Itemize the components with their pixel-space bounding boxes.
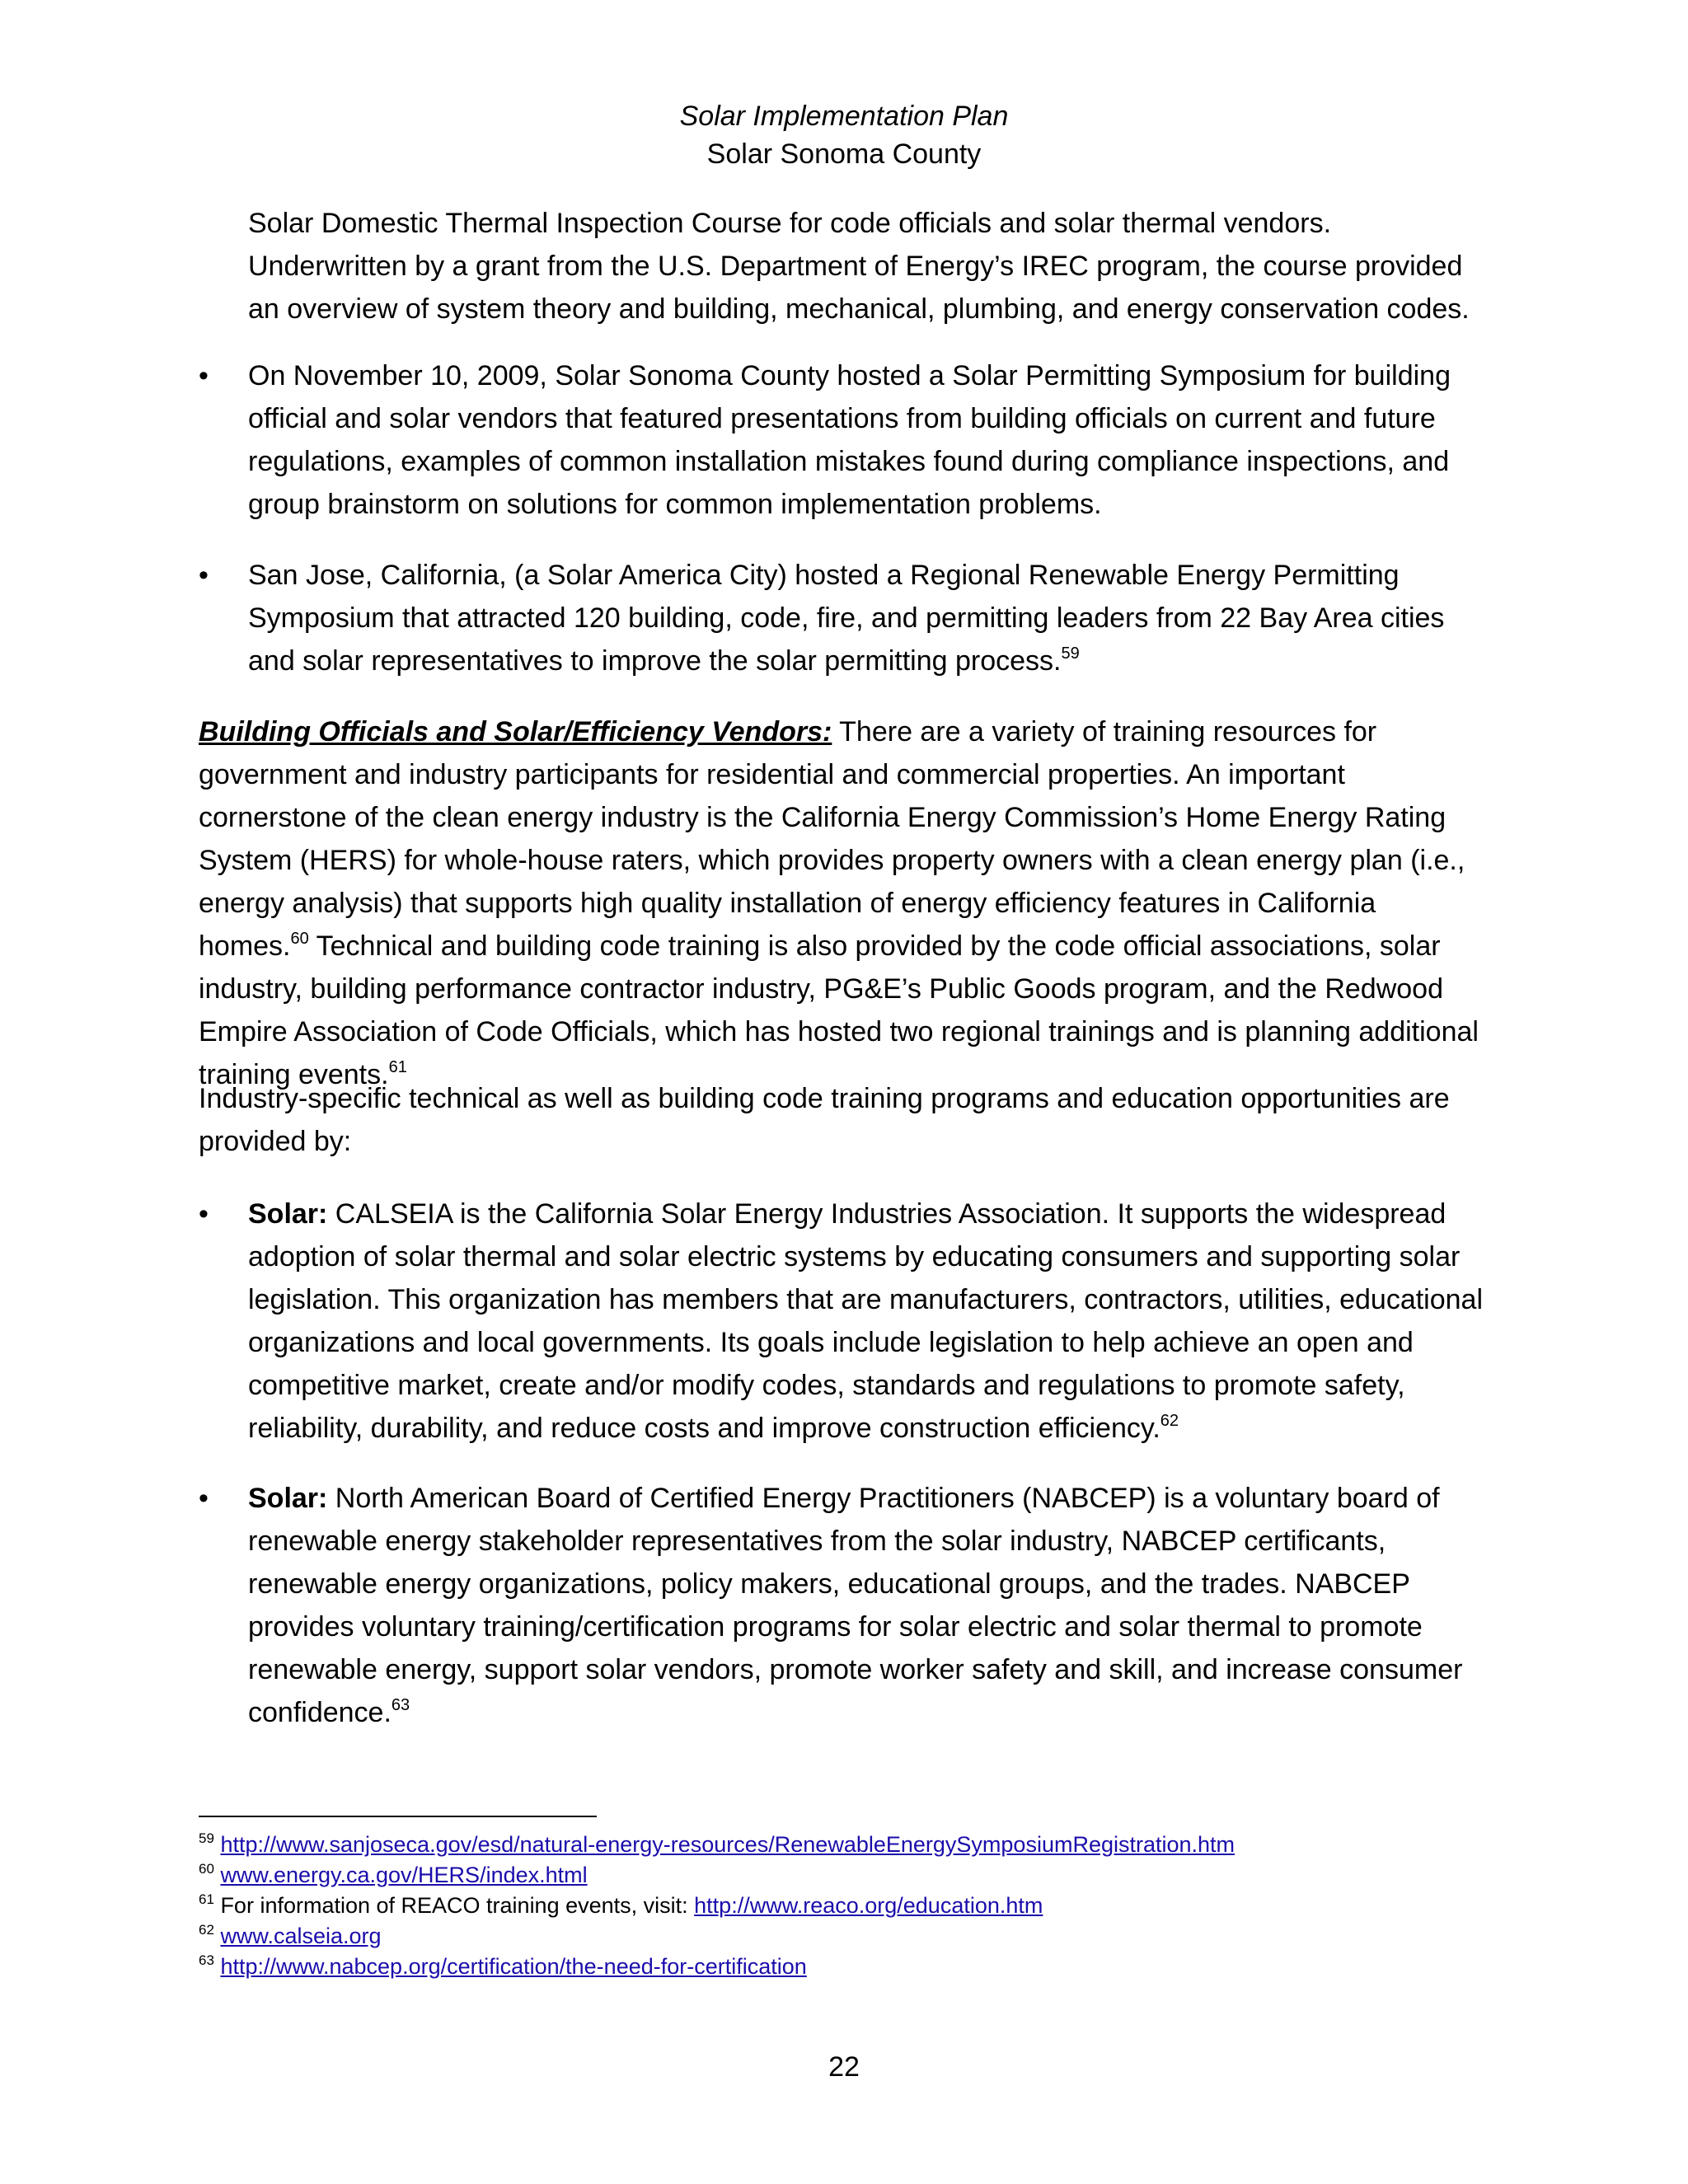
bullet-label: Solar:	[248, 1198, 328, 1230]
footnote-number: 59	[199, 1830, 214, 1846]
footnote-number: 60	[199, 1861, 214, 1877]
footnote-60	[199, 1860, 1493, 1891]
footnotes	[199, 1830, 1493, 1982]
paragraph-text-b: Technical and building code training is also provided by the code official associations, solar industry, building performance contractor industry, PG&E’s Public Goods program, and the Redwood Empire Association of Code Officials, which has hosted two regional trainings and is planning additional training events.	[199, 930, 1479, 1090]
bullet-text-content: CALSEIA is the California Solar Energy Industries Association. It supports the widespread adoption of solar thermal and solar electric systems by educating consumers and supporting solar legislation. This organization has members that are manufacturers, contractors, utilities, educational organizations and local governments. Its goals include legislation to help achieve an open and competitive market, create and/or modify codes, standards and regulations to promote safety, reliability, durability, and reduce costs and improve construction efficiency.	[248, 1198, 1484, 1444]
bullet-text-content: North American Board of Certified Energy Practitioners (NABCEP) is a voluntary board of renewable energy stakeholder representatives from the solar industry, NABCEP certificants, renewable energy organizations, policy makers, educational groups, and the trades. NABCEP provides voluntary training/certification programs for solar electric and solar thermal to promote renewable energy, support solar vendors, promote worker safety and skill, and increase consumer confidence.	[248, 1483, 1463, 1728]
footnote-61	[199, 1891, 1493, 1921]
footnote-number: 62	[199, 1922, 214, 1938]
footnote-link[interactable]: www.energy.ca.gov/HERS/index.html	[220, 1863, 588, 1887]
bullet-text: On November 10, 2009, Solar Sonoma County hosted a Solar Permitting Symposium for building official and solar vendors that featured presentations from building officials on current and future regulations, examples of common installation mistakes found during compliance inspections, and group brainstorm on solutions for common implementation problems.	[248, 360, 1451, 520]
bullet-icon: •	[199, 1483, 209, 1514]
bullet-text	[248, 1193, 1493, 1450]
footnote-link[interactable]: http://www.sanjoseca.gov/esd/natural-energy-resources/RenewableEnergySymposiumRegistration.htm	[220, 1832, 1236, 1857]
header-subtitle: Solar Sonoma County	[706, 138, 982, 170]
footnote-prefix: For information of REACO training events, visit:	[220, 1893, 695, 1918]
footnote-link[interactable]: www.calseia.org	[220, 1924, 382, 1948]
footnote-number: 63	[199, 1952, 214, 1968]
bullet-text	[248, 554, 1493, 682]
continuation-paragraph: Solar Domestic Thermal Inspection Course for code officials and solar thermal vendors. Underwritten by a grant from the U.S. Department of Energy’s IREC program, the course provided an overview of system theory and building, mechanical, plumbing, and energy conservation codes.	[248, 208, 1470, 325]
paragraph-text-a: There are a variety of training resources for government and industry participants for residential and commercial properties. An important cornerstone of the clean energy industry is the California Energy Commission’s Home Energy Rating System (HERS) for whole-house raters, which provides property owners with a clean energy plan (i.e., energy analysis) that supports high quality installation of energy efficiency features in California homes.	[199, 716, 1465, 962]
bullet-text	[248, 1477, 1493, 1734]
bullet-label: Solar:	[248, 1483, 328, 1514]
run-in-heading: Building Officials and Solar/Efficiency Vendors:	[199, 716, 832, 748]
page-header	[0, 97, 1688, 173]
footnote-59	[199, 1830, 1493, 1860]
bullet-text-content: San Jose, California, (a Solar America City) hosted a Regional Renewable Energy Permitting Symposium that attracted 120 building, code, fire, and permitting leaders from 22 Bay Area cities and solar representatives to improve the solar permitting process.	[248, 560, 1445, 677]
bullet-icon: •	[199, 1198, 209, 1230]
bullet-icon: •	[199, 560, 209, 591]
page-number: 22	[828, 2051, 860, 2083]
building-officials-paragraph	[199, 710, 1493, 1096]
footnote-ref[interactable]: 62	[1160, 1411, 1179, 1430]
footnote-62	[199, 1921, 1493, 1952]
footnote-link[interactable]: http://www.nabcep.org/certification/the-need-for-certification	[220, 1954, 807, 1979]
footnote-link[interactable]: http://www.reaco.org/education.htm	[694, 1893, 1043, 1918]
intro-list-paragraph: Industry-specific technical as well as building code training programs and education opportunities are provided by:	[199, 1083, 1450, 1157]
bullet-icon: •	[199, 360, 209, 391]
footnote-ref[interactable]: 59	[1061, 644, 1080, 663]
footnote-number: 61	[199, 1891, 214, 1907]
header-title: Solar Implementation Plan	[679, 101, 1009, 132]
footnote-63	[199, 1952, 1493, 1982]
footnote-divider	[199, 1816, 597, 1817]
footnote-ref[interactable]: 60	[290, 929, 309, 948]
footnote-ref[interactable]: 63	[391, 1695, 410, 1714]
footnote-ref[interactable]: 61	[388, 1057, 407, 1076]
